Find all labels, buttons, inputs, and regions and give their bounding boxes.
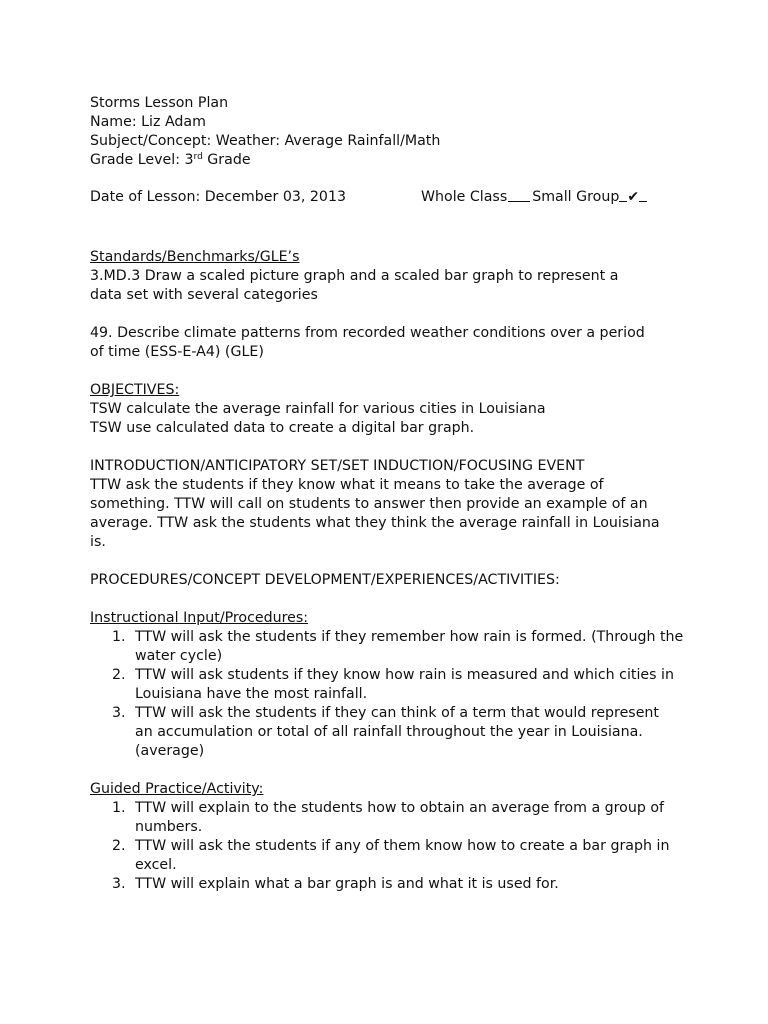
date-and-grouping-row: [90, 188, 690, 207]
checkmark-icon: ✔: [627, 189, 640, 205]
introduction-line-1: TTW ask the students if they know what it means to take the average of: [90, 477, 604, 493]
introduction-heading: INTRODUCTION/ANTICIPATORY SET/SET INDUCTION/FOCUSING EVENT: [90, 458, 585, 474]
introduction-line-2: something. TTW will call on students to answer then provide an example of an: [90, 496, 648, 512]
grade-level-suffix: Grade: [202, 152, 251, 168]
list-item-text: TTW will ask the students if they remember how rain is formed. (Through the: [135, 629, 684, 645]
list-item-text: TTW will ask the students if any of them know how to create a bar graph in: [135, 838, 670, 854]
list-item: [90, 875, 690, 894]
lesson-plan-body: [90, 94, 690, 894]
list-item: [90, 666, 690, 704]
guided-practice-list: [90, 799, 690, 894]
list-item-number: 3.: [112, 876, 126, 892]
subject-concept: Subject/Concept: Weather: Average Rainfall/Math: [90, 133, 441, 149]
guided-practice-heading: Guided Practice/Activity:: [90, 781, 264, 797]
list-item: [90, 628, 690, 666]
standard-2-line-1: 49. Describe climate patterns from recorded weather conditions over a period: [90, 325, 645, 341]
list-item-text: TTW will explain to the students how to obtain an average from a group of: [135, 800, 665, 816]
list-item-text: an accumulation or total of all rainfall throughout the year in Louisiana.: [135, 724, 643, 740]
list-item: [90, 704, 690, 761]
objective-1: TSW calculate the average rainfall for various cities in Louisiana: [90, 401, 546, 417]
list-item-text: water cycle): [135, 648, 223, 664]
list-item-text: (average): [135, 743, 205, 759]
objective-2: TSW use calculated data to create a digital bar graph.: [90, 420, 475, 436]
instructional-input-heading: Instructional Input/Procedures:: [90, 610, 309, 626]
list-item: [90, 799, 690, 837]
lesson-date: Date of Lesson: December 03, 2013: [90, 189, 346, 205]
instructional-input-list: [90, 628, 690, 761]
grouping-options: [421, 188, 647, 207]
small-group-label: Small Group: [532, 189, 620, 205]
grade-level: [90, 151, 690, 170]
standards-heading: Standards/Benchmarks/GLE’s: [90, 249, 300, 265]
list-item-text: Louisiana have the most rainfall.: [135, 686, 368, 702]
list-item-number: 2.: [112, 667, 126, 683]
list-item-number: 1.: [112, 800, 126, 816]
grade-level-ordinal: rd: [193, 152, 203, 162]
document-title: Storms Lesson Plan: [90, 95, 229, 111]
whole-class-blank: [508, 201, 530, 202]
procedures-heading: PROCEDURES/CONCEPT DEVELOPMENT/EXPERIENCES/ACTIVITIES:: [90, 572, 560, 588]
list-item-number: 3.: [112, 705, 126, 721]
list-item-number: 2.: [112, 838, 126, 854]
small-group-blank-right: [639, 201, 647, 202]
author-name: Name: Liz Adam: [90, 114, 206, 130]
list-item-text: numbers.: [135, 819, 203, 835]
list-item-text: TTW will explain what a bar graph is and what it is used for.: [135, 876, 559, 892]
grade-level-prefix: Grade Level: 3: [90, 152, 194, 168]
introduction-line-3: average. TTW ask the students what they think the average rainfall in Louisiana: [90, 515, 660, 531]
standard-1-line-1: 3.MD.3 Draw a scaled picture graph and a scaled bar graph to represent a: [90, 268, 619, 284]
list-item-text: TTW will ask the students if they can think of a term that would represent: [135, 705, 659, 721]
list-item-text: TTW will ask students if they know how rain is measured and which cities in: [135, 667, 674, 683]
whole-class-label: Whole Class: [421, 189, 508, 205]
standard-2-line-2: of time (ESS-E-A4) (GLE): [90, 344, 264, 360]
standard-1-line-2: data set with several categories: [90, 287, 318, 303]
list-item: [90, 837, 690, 875]
list-item-number: 1.: [112, 629, 126, 645]
list-item-text: excel.: [135, 857, 177, 873]
objectives-heading: OBJECTIVES:: [90, 382, 180, 398]
introduction-line-4: is.: [90, 534, 106, 550]
